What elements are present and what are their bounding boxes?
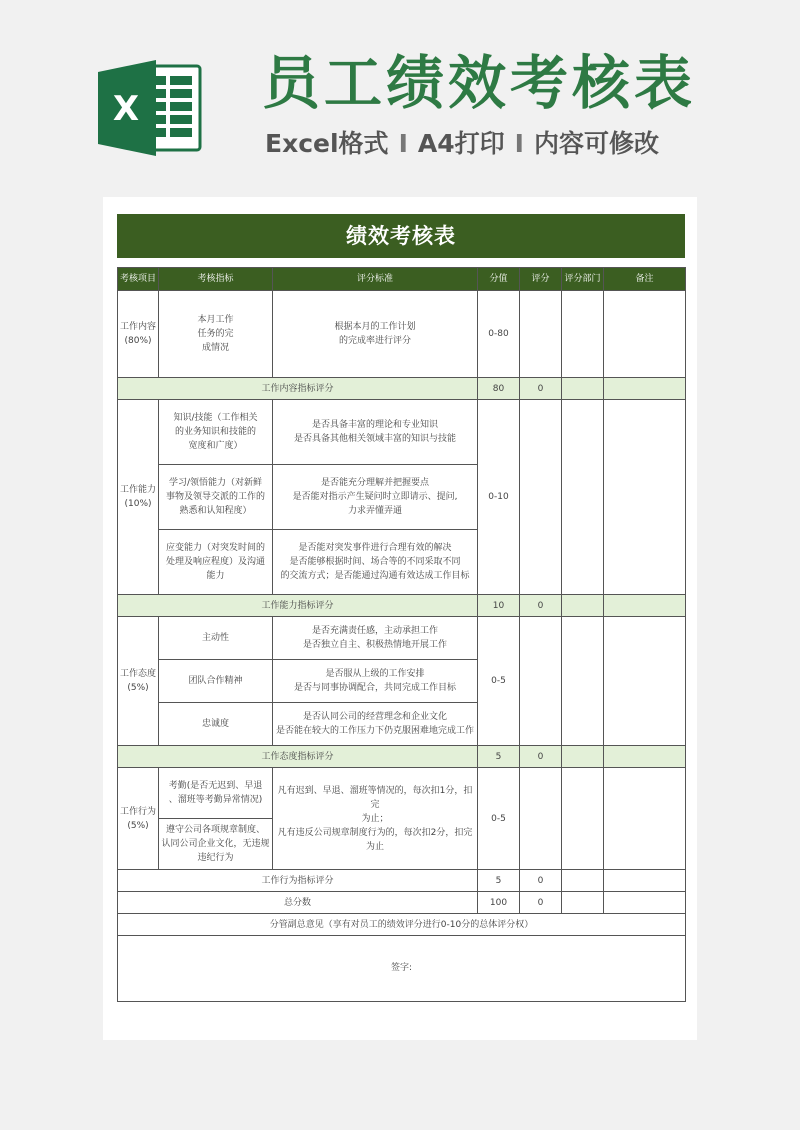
col-header: 分值: [478, 268, 520, 291]
signature-label: 签字:: [118, 936, 686, 1002]
opinion-row: [118, 914, 686, 936]
total-remark: [604, 892, 686, 914]
subtitle-format: Excel格式: [265, 129, 389, 158]
indicator-cell: 知识/技能（工作相关 的业务知识和技能的 宽度和广度）: [159, 400, 273, 465]
indicator-cell: 本月工作 任务的完 成情况: [159, 291, 273, 378]
score-cell: [520, 768, 562, 870]
table-row: [118, 617, 686, 660]
subtotal-score: 0: [520, 595, 562, 617]
department-cell: [562, 768, 604, 870]
subtotal-score: 0: [520, 378, 562, 400]
col-header: 备注: [604, 268, 686, 291]
department-cell: [562, 617, 604, 746]
subtotal-department: [562, 870, 604, 892]
score-cell: [520, 617, 562, 746]
subtitle-editable: 内容可修改: [533, 129, 659, 158]
criteria-cell: 是否认同公司的经营理念和企业文化 是否能在较大的工作压力下仍克服困难地完成工作: [273, 703, 478, 746]
item-cell: 工作能力 (10%): [118, 400, 159, 595]
excel-logo-icon: [98, 60, 202, 156]
score-range-cell: 0-5: [478, 617, 520, 746]
page-subtitle: [265, 124, 705, 164]
total-label: 总分数: [118, 892, 478, 914]
subtotal-row: [118, 746, 686, 768]
indicator-cell: 主动性: [159, 617, 273, 660]
logo-letter: X: [112, 89, 140, 129]
total-row: [118, 892, 686, 914]
subtotal-remark: [604, 870, 686, 892]
remark-cell: [604, 617, 686, 746]
col-header: 评分标准: [273, 268, 478, 291]
col-header: 考核指标: [159, 268, 273, 291]
subtotal-label: 工作内容指标评分: [118, 378, 478, 400]
criteria-cell: 是否能对突发事件进行合理有效的解决 是否能够根据时间、场合等的不同采取不同 的交流方式；是否能通过沟通有效达成工作目标: [273, 530, 478, 595]
subtotal-row: [118, 870, 686, 892]
item-cell: 工作态度 (5%): [118, 617, 159, 746]
table-header-row: [118, 268, 686, 291]
remark-cell: [604, 400, 686, 595]
subtotal-label: 工作行为指标评分: [118, 870, 478, 892]
score-range-cell: 0-10: [478, 400, 520, 595]
page-title: 员工绩效考核表: [262, 49, 697, 117]
table-row: [118, 291, 686, 378]
subtotal-value: 10: [478, 595, 520, 617]
opinion-label: 分管副总意见（享有对员工的绩效评分进行0-10分的总体评分权）: [118, 914, 686, 936]
subtotal-value: 5: [478, 746, 520, 768]
subtotal-department: [562, 378, 604, 400]
subtitle-print: A4打印: [417, 129, 505, 158]
subtotal-label: 工作态度指标评分: [118, 746, 478, 768]
score-cell: [520, 291, 562, 378]
subtotal-remark: [604, 746, 686, 768]
indicator-cell: 团队合作精神: [159, 660, 273, 703]
col-header: 评分部门: [562, 268, 604, 291]
sheet-banner: 绩效考核表: [117, 214, 685, 258]
subtitle-separator: I: [398, 129, 408, 158]
department-cell: [562, 291, 604, 378]
score-range-cell: 0-5: [478, 768, 520, 870]
subtotal-value: 5: [478, 870, 520, 892]
total-department: [562, 892, 604, 914]
subtotal-remark: [604, 378, 686, 400]
assessment-table: [117, 267, 686, 1002]
total-score: 0: [520, 892, 562, 914]
remark-cell: [604, 768, 686, 870]
subtotal-score: 0: [520, 870, 562, 892]
indicator-cell: 忠诚度: [159, 703, 273, 746]
total-value: 100: [478, 892, 520, 914]
criteria-cell: 是否能充分理解并把握要点 是否能对指示产生疑问时立即请示、提问, 力求弄懂弄通: [273, 465, 478, 530]
criteria-cell: 是否具备丰富的理论和专业知识 是否具备其他相关领域丰富的知识与技能: [273, 400, 478, 465]
subtotal-remark: [604, 595, 686, 617]
table-row: [118, 768, 686, 819]
table-row: [118, 400, 686, 465]
signature-row: [118, 936, 686, 1002]
criteria-cell: 根据本月的工作计划 的完成率进行评分: [273, 291, 478, 378]
indicator-cell: 遵守公司各项规章制度、 认同公司企业文化，无违规 违纪行为: [159, 819, 273, 870]
subtotal-department: [562, 595, 604, 617]
criteria-cell: 是否服从上级的工作安排 是否与同事协调配合，共同完成工作目标: [273, 660, 478, 703]
subtotal-score: 0: [520, 746, 562, 768]
criteria-cell: 凡有迟到、早退、溜班等情况的，每次扣1分，扣完 为止； 凡有违反公司规章制度行为的，每次扣2分，扣完 为止: [273, 768, 478, 870]
indicator-cell: 学习/领悟能力（对新鲜 事物及领导交派的工作的 熟悉和认知程度）: [159, 465, 273, 530]
score-range-cell: 0-80: [478, 291, 520, 378]
item-cell: 工作内容 (80%): [118, 291, 159, 378]
col-header: 考核项目: [118, 268, 159, 291]
subtotal-row: [118, 378, 686, 400]
subtotal-label: 工作能力指标评分: [118, 595, 478, 617]
score-cell: [520, 400, 562, 595]
criteria-cell: 是否充满责任感，主动承担工作 是否独立自主、积极热情地开展工作: [273, 617, 478, 660]
subtotal-department: [562, 746, 604, 768]
subtitle-separator: I: [514, 129, 524, 158]
item-cell: 工作行为 (5%): [118, 768, 159, 870]
indicator-cell: 考勤(是否无迟到、早退 、溜班等考勤异常情况): [159, 768, 273, 819]
remark-cell: [604, 291, 686, 378]
subtotal-value: 80: [478, 378, 520, 400]
indicator-cell: 应变能力（对突发时间的 处理及响应程度）及沟通 能力: [159, 530, 273, 595]
department-cell: [562, 400, 604, 595]
col-header: 评分: [520, 268, 562, 291]
subtotal-row: [118, 595, 686, 617]
